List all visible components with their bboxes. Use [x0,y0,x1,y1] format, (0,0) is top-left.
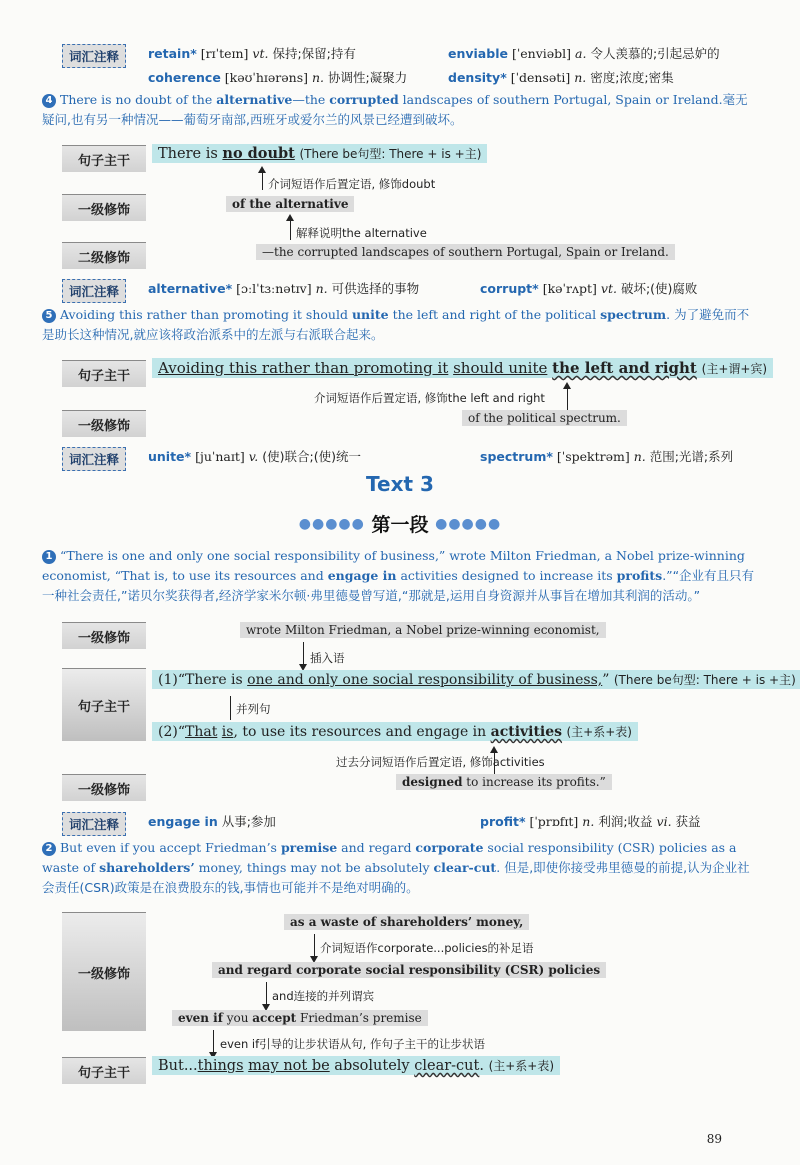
s4-first: of the alternative [226,196,354,212]
s5-note1: 介词短语作后置定语, 修饰the left and right [314,391,545,405]
sentence-2: 2 But even if you accept Friedman’s premise and regard corporate social responsibility (CSR) policies as a waste of shareholders’ money, things may not be absolutely clear-cut. 但是,即使你接受弗里德曼的前提,认为企业社会责任(CSR)政策是在浪费股东的钱,事情也可能并不是绝对明确的。 [42,840,750,895]
s1-first-bottom: designed to increase its profits.” [396,774,612,790]
dots-right-icon: ●●●●● [435,516,502,532]
vocab-tag: 词汇注释 [62,812,126,836]
label-main: 句子主干 [62,1057,146,1084]
sentence-1: 1 “There is one and only one social responsibility of business,” wrote Milton Friedman, a Nobel prize-winning economist, “That is, to use its resources and engage in activities designed to increase its profits.”“企业有且只有一种社会责任,”诺贝尔奖获得者,经济学家米尔顿·弗里德曼曾写道,“那就是,运用自身资源并从事旨在增加其利润的活动。” [42,548,755,603]
page-number: 89 [706,1132,722,1146]
label-first: 一级修饰 [62,194,146,221]
sentence-4: 4 There is no doubt of the alternative—the corrupted landscapes of southern Portugal, Spain or Ireland.毫无疑问,也有另一种情况——葡萄牙南部,西班牙或爱尔兰的风景已经遭到破坏。 [42,92,748,127]
s1-note2: 并列句 [236,702,271,716]
vocab-spectrum: spectrum* [ˈspektrəm] n. 范围;光谱;系列 [480,449,734,464]
paragraph-title: ●●●●● 第一段 ●●●●● [298,514,502,536]
label-first: 一级修饰 [62,774,146,801]
vocab-density: density* [ˈdensəti] n. 密度;浓度;密集 [448,70,674,85]
vocab-engage-in: engage in 从事;参加 [148,814,276,829]
vocab-enviable: enviable [ˈenviəbl] a. 令人羡慕的;引起忌妒的 [448,46,720,61]
label-first: 一级修饰 [62,622,146,649]
s4-note2: 解释说明the alternative [296,226,427,240]
vocab-retain: retain* [rɪˈteɪn] vt. 保持;保留;持有 [148,46,356,61]
vocab-alternative: alternative* [ɔːlˈtɜːnətɪv] n. 可供选择的事物 [148,281,420,296]
vocab-profit: profit* [ˈprɒfɪt] n. 利润;收益 vi. 获益 [480,814,701,829]
label-first: 一级修饰 [62,410,146,437]
s5-main: Avoiding this rather than promoting it should unite the left and right (主+谓+宾) [152,358,773,378]
label-main: 句子主干 [62,145,146,172]
vocab-tag: 词汇注释 [62,44,126,68]
s1-main1: (1)“There is one and only one social responsibility of business,” (There be句型: There + is +主) [152,670,800,689]
label-main: 句子主干 [62,360,146,387]
dots-left-icon: ●●●●● [298,516,365,532]
s4-second: —the corrupted landscapes of southern Portugal, Spain or Ireland. [256,244,675,260]
label-second: 二级修饰 [62,242,146,269]
s2-note1: 介词短语作corporate...policies的补足语 [320,941,534,955]
s5-first: of the political spectrum. [462,410,627,426]
s4-note1: 介词短语作后置定语, 修饰doubt [268,177,436,191]
section-title: Text 3 [366,472,434,496]
s2-note2: and连接的并列谓宾 [272,989,375,1003]
label-main: 句子主干 [62,668,146,741]
s1-note1: 插入语 [310,651,345,665]
s2-level2: and regard corporate social responsibility (CSR) policies [212,962,606,978]
s2-level1: as a waste of shareholders’ money, [284,914,529,930]
vocab-unite: unite* [juˈnaɪt] v. (使)联合;(使)统一 [148,449,361,464]
s1-main2: (2)“That is, to use its resources and engage in activities (主+系+表) [152,722,638,741]
s2-level3: even if you accept Friedman’s premise [172,1010,428,1026]
vocab-coherence: coherence [kəʊˈhɪərəns] n. 协调性;凝聚力 [148,70,408,85]
vocab-corrupt: corrupt* [kəˈrʌpt] vt. 破坏;(使)腐败 [480,281,698,296]
s2-note3: even if引导的让步状语从句, 作句子主干的让步状语 [220,1037,485,1051]
s4-main: There is no doubt (There be句型: There + is +主) [152,144,487,163]
s2-main: But...things may not be absolutely clear-cut. (主+系+表) [152,1056,560,1075]
vocab-tag: 词汇注释 [62,279,126,303]
sentence-5: 5 Avoiding this rather than promoting it should unite the left and right of the political spectrum. 为了避免而不是助长这种情况,就应该将政治派系中的左派与右派联合起来。 [42,307,750,342]
vocab-tag: 词汇注释 [62,447,126,471]
label-first: 一级修饰 [62,912,146,1031]
s1-first-top: wrote Milton Friedman, a Nobel prize-winning economist, [240,622,606,638]
s1-note3: 过去分词短语作后置定语, 修饰activities [336,755,545,769]
